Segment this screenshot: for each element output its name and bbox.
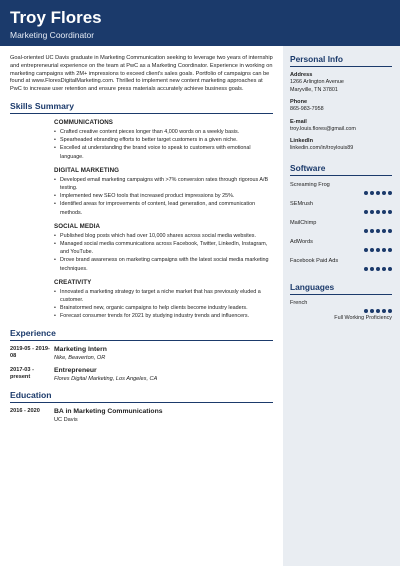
skill-bullet: • Crafted creative content pieces longer than 4,000 words on a weekly basis. xyxy=(54,128,273,136)
software-item xyxy=(290,258,392,272)
skills-summary-section xyxy=(10,119,273,321)
skill-category-title: COMMUNICATIONS xyxy=(54,118,114,126)
experience-heading: Experience xyxy=(10,328,273,341)
entry-dates: 2017-03 - present xyxy=(10,366,34,381)
rating-dot xyxy=(376,267,380,271)
skill-bullet: • Implemented new SEO tools that increased product impressions by 25%. xyxy=(54,192,273,200)
education-heading: Education xyxy=(10,390,273,403)
languages-heading: Languages xyxy=(290,282,392,295)
rating-dot xyxy=(388,229,392,233)
rating-dot xyxy=(364,309,368,313)
software-name: SEMrush xyxy=(290,200,314,207)
entry-title: Entrepreneur xyxy=(54,366,97,374)
entry-title: BA in Marketing Communications xyxy=(54,407,163,415)
software-item xyxy=(290,220,392,234)
rating-dot xyxy=(382,248,386,252)
language-name: French xyxy=(290,299,308,306)
skill-bullet: • Brainstormed new, organic campaigns to help clients become industry leaders. xyxy=(54,304,273,312)
phone-value: 865-983-7958 xyxy=(290,106,324,113)
skill-rating-dots xyxy=(290,247,392,253)
phone-label: Phone xyxy=(290,99,308,106)
rating-dot xyxy=(364,191,368,195)
rating-dot xyxy=(370,309,374,313)
software-item xyxy=(290,201,392,215)
skill-bullet: • Innovated a marketing strategy to target a niche market that has previously eluded a customer. xyxy=(54,288,273,304)
entry-subtitle: Nike, Beaverton, OR xyxy=(54,354,106,361)
entry-title: Marketing Intern xyxy=(54,345,107,353)
rating-dot xyxy=(382,229,386,233)
education-entry xyxy=(10,408,273,424)
skill-bullet: • Developed email marketing campaigns with >7% conversion rates through rigorous A/B testing. xyxy=(54,176,273,192)
rating-dot xyxy=(376,248,380,252)
software-item xyxy=(290,182,392,196)
entry-body xyxy=(54,408,273,424)
skill-rating-dots xyxy=(290,228,392,234)
skills-summary-heading: Skills Summary xyxy=(10,101,273,114)
rating-dot xyxy=(370,267,374,271)
profile-summary: Goal-oriented UC Davis graduate in Marketing Communication seeking to leverage two years of internship and entrepreneurial experience on the team at PwC as a Marketing Coordinator. Experience in working on marketing campaigns with 2M+ impressions to exceed client's sales goals. Portfolio of campaigns can be found at www.FloresDigitalMarketing.com. Thrilled to implement new content marketing approaches at PwC to increase user retention and ensure press materials accurately achieve business goals. xyxy=(10,55,273,93)
rating-dot xyxy=(382,309,386,313)
software-name: MailChimp xyxy=(290,219,317,226)
email-label: E-mail xyxy=(290,118,307,125)
rating-dot xyxy=(388,248,392,252)
skill-bullet-list xyxy=(54,176,273,217)
linkedin-value: linkedin.com/in/troylouis89 xyxy=(290,145,354,152)
software-name: AdWords xyxy=(290,238,313,245)
skill-bullet-list xyxy=(54,232,273,273)
rating-dot xyxy=(370,191,374,195)
software-heading: Software xyxy=(290,163,392,176)
rating-dot xyxy=(364,267,368,271)
skill-bullet-list xyxy=(54,288,273,321)
sidebar xyxy=(283,46,400,566)
skill-category-title: CREATIVITY xyxy=(54,278,92,286)
entry-body xyxy=(54,346,273,362)
entry-subtitle: UC Davis xyxy=(54,416,78,423)
skill-bullet: • Identified areas for improvements of content, lead generation, and communication methods. xyxy=(54,200,273,216)
skill-rating-dots xyxy=(290,190,392,196)
rating-dot xyxy=(376,229,380,233)
skill-rating-dots xyxy=(290,266,392,272)
rating-dot xyxy=(382,267,386,271)
rating-dot xyxy=(382,210,386,214)
rating-dot xyxy=(388,210,392,214)
linkedin-label: LinkedIn xyxy=(290,138,313,145)
software-name: Screaming Frog xyxy=(290,181,330,188)
experience-entry xyxy=(10,367,273,383)
skill-bullet: • Excelled at understanding the brand voice to speak to customers with emotional language. xyxy=(54,144,273,160)
rating-dot xyxy=(364,229,368,233)
address-line: Maryville, TN 37801 xyxy=(290,86,338,93)
software-name: Facebook Paid Ads xyxy=(290,257,339,264)
personal-info-heading: Personal Info xyxy=(290,54,392,67)
language-item xyxy=(290,300,392,322)
language-level: Full Working Proficiency xyxy=(334,314,392,321)
skill-bullet: • Managed social media communications across Facebook, Twitter, LinkedIn, Instagram, and YouTube. xyxy=(54,240,273,256)
rating-dot xyxy=(388,191,392,195)
main-column xyxy=(0,46,283,424)
entry-subtitle: Flores Digital Marketing, Los Angeles, CA xyxy=(54,375,158,382)
skill-rating-dots xyxy=(290,209,392,215)
rating-dot xyxy=(364,248,368,252)
skill-bullet: • Published blog posts which had over 10,000 shares across social media websites. xyxy=(54,232,273,240)
skill-bullet: • Spearheaded ebranding efforts to better target customers in a given niche. xyxy=(54,136,273,144)
rating-dot xyxy=(382,191,386,195)
rating-dot xyxy=(370,229,374,233)
software-item xyxy=(290,239,392,253)
rating-dot xyxy=(388,267,392,271)
rating-dot xyxy=(370,210,374,214)
entry-dates: 2016 - 2020 xyxy=(10,407,40,414)
rating-dot xyxy=(376,309,380,313)
skill-bullet-list xyxy=(54,128,273,161)
skill-bullet: • Drove brand awareness on marketing campaigns with the latest social media marketing techniques. xyxy=(54,256,273,272)
entry-dates: 2019-05 - 2019-08 xyxy=(10,345,50,360)
rating-dot xyxy=(388,309,392,313)
address-label: Address xyxy=(290,72,313,78)
entry-body xyxy=(54,367,273,383)
rating-dot xyxy=(376,191,380,195)
email-value: troy.louis.flores@gmail.com xyxy=(290,125,356,132)
resume-header xyxy=(0,0,400,46)
rating-dot xyxy=(364,210,368,214)
skill-bullet: • Forecast consumer trends for 2021 by studying industry trends and influencers. xyxy=(54,312,273,320)
experience-entry xyxy=(10,346,273,362)
address-line: 1266 Arlington Avenue xyxy=(290,79,344,85)
candidate-name: Troy Flores xyxy=(10,8,102,27)
candidate-role: Marketing Coordinator xyxy=(10,30,95,40)
skill-category-title: DIGITAL MARKETING xyxy=(54,166,120,174)
rating-dot xyxy=(376,210,380,214)
skill-category-title: SOCIAL MEDIA xyxy=(54,222,101,230)
software-list xyxy=(290,182,392,272)
rating-dot xyxy=(370,248,374,252)
